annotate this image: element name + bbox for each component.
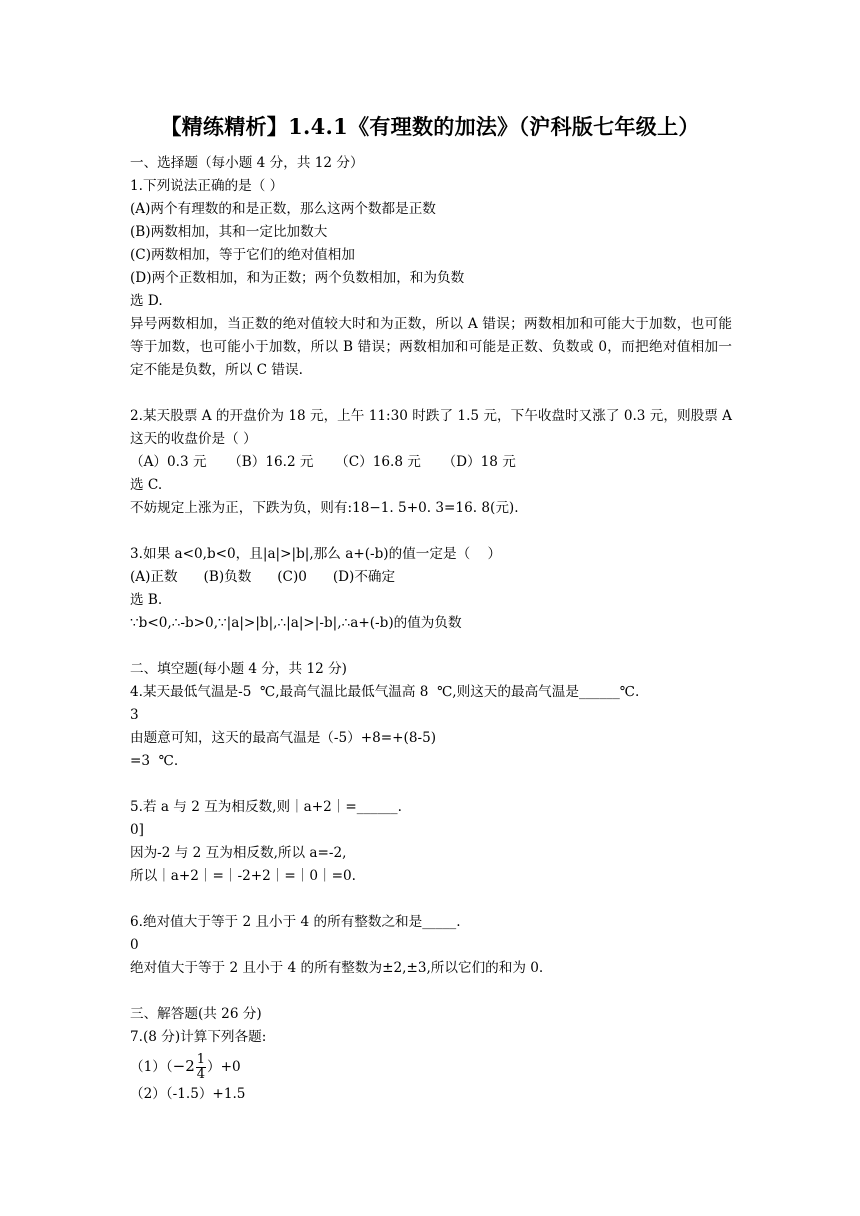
q2-explanation: 不妨规定上涨为正，下跌为负，则有:18−1. 5+0. 3=16. 8(元). <box>130 500 519 516</box>
q1-option-a: (A)两个有理数的和是正数，那么这两个数都是正数 <box>130 201 436 217</box>
q1-option-b: (B)两数相加，其和一定比加数大 <box>130 224 328 240</box>
q7-item-2: （2）（-1.5）+1.5 <box>130 1086 246 1102</box>
fraction <box>196 1053 206 1082</box>
q7-item-1 <box>130 1049 732 1083</box>
q7-item-1-suffix: ）+0 <box>207 1059 241 1075</box>
q4-text: 4.某天最低气温是-5 ℃,最高气温比最低气温高 8 ℃,则这天的最高气温是______℃. <box>130 684 640 700</box>
q7-item-1-prefix: （1）（ <box>130 1059 173 1075</box>
document-title: 【精练精析】1.4.1《有理数的加法》（沪科版七年级上） <box>160 114 700 139</box>
q1-explanation: 异号两数相加，当正数的绝对值较大时和为正数，所以 A 错误；两数相加和可能大于加数，也可能等于加数，也可能小于加数，所以 B 错误；两数相加和可能是正数、负数或 0，而把绝对值相加一定不能是负数，所以 C 错误. <box>130 316 732 378</box>
q4-explanation-2: =3 ℃. <box>130 753 179 769</box>
q4-answer: 3 <box>130 707 139 723</box>
q1-option-d: (D)两个正数相加，和为正数；两个负数相加，和为负数 <box>130 270 465 286</box>
q7-item-1-sign: −2 <box>172 1057 195 1075</box>
q4-explanation-1: 由题意可知，这天的最高气温是（-5）+8=+(8-5) <box>130 730 437 746</box>
q5-answer: 0] <box>130 822 144 838</box>
q2-answer: 选 C. <box>130 477 163 493</box>
fraction-denominator: 4 <box>196 1067 206 1082</box>
q6-text: 6.绝对值大于等于 2 且小于 4 的所有整数之和是_____. <box>130 914 461 930</box>
q3-answer: 选 B. <box>130 592 163 608</box>
fraction-numerator: 1 <box>196 1052 206 1067</box>
section-heading-solve: 三、解答题(共 26 分) <box>130 1006 262 1022</box>
section-heading-choice: 一、选择题（每小题 4 分，共 12 分） <box>130 155 364 171</box>
q3-options: (A)正数 (B)负数 (C)0 (D)不确定 <box>130 569 396 585</box>
q7-text: 7.(8 分)计算下列各题: <box>130 1029 267 1045</box>
section-heading-fill: 二、填空题(每小题 4 分，共 12 分) <box>130 661 347 677</box>
q6-answer: 0 <box>130 937 139 953</box>
q2-options: （A）0.3 元 （B）16.2 元 （C）16.8 元 （D）18 元 <box>130 454 516 470</box>
q1-text: 1.下列说法正确的是（ ） <box>130 178 284 194</box>
q3-explanation: ∵b<0,∴-b>0,∵|a|>|b|,∴|a|>|-b|,∴a+(-b)的值为负数 <box>130 615 462 631</box>
document-content <box>130 152 732 1106</box>
q2-text: 2.某天股票 A 的开盘价为 18 元，上午 11:30 时跌了 1.5 元，下午收盘时又涨了 0.3 元，则股票 A 这天的收盘价是（ ） <box>130 408 732 447</box>
q3-text: 3.如果 a<0,b<0，且|a|>|b|,那么 a+(-b)的值一定是（ ） <box>130 546 502 562</box>
q1-option-c: (C)两数相加，等于它们的绝对值相加 <box>130 247 355 263</box>
q1-answer: 选 D. <box>130 293 163 309</box>
q5-explanation-2: 所以｜a+2｜=｜-2+2｜=｜0｜=0. <box>130 868 356 884</box>
q5-explanation-1: 因为-2 与 2 互为相反数,所以 a=-2, <box>130 845 347 861</box>
q5-text: 5.若 a 与 2 互为相反数,则｜a+2｜=______. <box>130 799 402 815</box>
q6-explanation: 绝对值大于等于 2 且小于 4 的所有整数为±2,±3,所以它们的和为 0. <box>130 960 544 976</box>
